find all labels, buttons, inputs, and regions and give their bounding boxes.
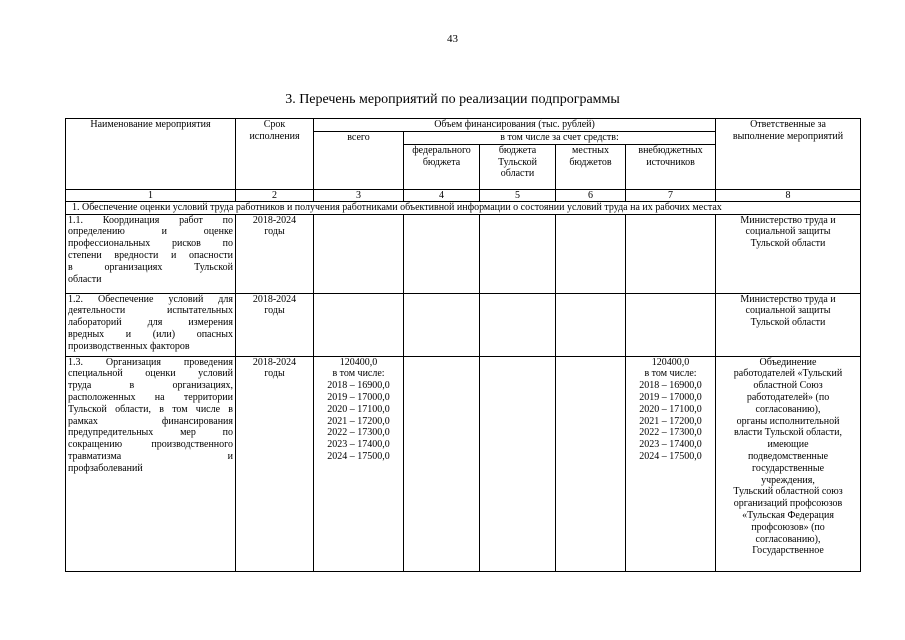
header-regional (480, 144, 556, 189)
funding-total-line: 2019 – 17000,0 (327, 391, 390, 403)
responsible-line: органы исполнительной (736, 415, 840, 427)
measure-term (236, 214, 314, 293)
measure-name (66, 214, 236, 293)
header-regional-line-3: области (500, 168, 535, 180)
responsible (716, 293, 861, 356)
header-term (236, 119, 314, 190)
column-number: 3 (314, 189, 404, 201)
column-number: 6 (556, 189, 626, 201)
funding-offbudget-line: в том числе: (644, 368, 697, 380)
measure-name-line: 1.2. Обеспечение условий для (68, 293, 233, 305)
funding-offbudget-line: 2019 – 17000,0 (639, 391, 702, 403)
measure-term-line: 2018-2024 (252, 214, 297, 226)
measure-name (66, 293, 236, 356)
table-row (66, 293, 861, 356)
measure-name (66, 356, 236, 571)
funding-federal (404, 293, 480, 356)
funding-total-line: 2023 – 17400,0 (327, 439, 390, 451)
table-row (66, 356, 861, 571)
responsible-line: «Тульская Федерация (742, 509, 834, 521)
header-term-text: Срок исполнения (249, 119, 300, 142)
header-federal (404, 144, 480, 189)
measure-name-line: Тульской области, в том числе в (68, 403, 233, 415)
measure-name-line: лабораторий для измерения (68, 317, 233, 329)
header-row-1 (66, 119, 861, 132)
funding-regional (480, 293, 556, 356)
responsible-line: Министерство труда и (740, 214, 836, 226)
header-local-line-1: местных (572, 144, 609, 156)
header-federal-line-2: бюджета (422, 156, 461, 168)
header-name: Наименование мероприятия (66, 119, 236, 190)
responsible (716, 214, 861, 293)
responsible-line: Тульский областной союз (733, 486, 843, 498)
column-number: 7 (626, 189, 716, 201)
measure-term-line: годы (264, 368, 285, 380)
responsible-line: согласованию), (755, 403, 821, 415)
responsible-line: социальной защиты (745, 305, 831, 317)
measure-name-line: сокращению производственного (68, 439, 233, 451)
funding-local (556, 214, 626, 293)
funding-offbudget-line: 2018 – 16900,0 (639, 380, 702, 392)
measure-name-line: профессиональных рисков по (68, 238, 233, 250)
measure-name-line: рамках финансирования (68, 415, 233, 427)
funding-federal (404, 356, 480, 571)
header-including: в том числе за счет средств: (404, 131, 716, 144)
header-responsible (716, 119, 861, 190)
header-total: всего (314, 131, 404, 189)
measure-name-line: расположенных на территории (68, 391, 233, 403)
responsible-line: Тульской области (750, 317, 826, 329)
measure-term-line: годы (264, 305, 285, 317)
measure-name-line: профзаболеваний (68, 462, 143, 474)
funding-offbudget-line: 2021 – 17200,0 (639, 415, 702, 427)
header-regional-line-2: Тульской (498, 156, 537, 168)
responsible-line: Объединение (759, 356, 817, 368)
measure-term (236, 356, 314, 571)
measure-name-line: вредных и (или) опасных (68, 328, 233, 340)
responsible-line: Тульской области (750, 238, 826, 250)
header-responsible-line-1: Ответственные за (750, 119, 826, 130)
funding-total-line: 2020 – 17100,0 (327, 403, 390, 415)
header-local-line-2: бюджетов (569, 156, 612, 168)
responsible-line: социальной защиты (745, 226, 831, 238)
funding-federal (404, 214, 480, 293)
table-row (66, 214, 861, 293)
column-number: 2 (236, 189, 314, 201)
measure-name-line: травматизма и (68, 450, 233, 462)
column-number: 5 (480, 189, 556, 201)
measure-name-line: производственных факторов (68, 340, 190, 352)
measure-term-line: годы (264, 226, 285, 238)
measure-name-line: области (68, 273, 102, 285)
funding-local (556, 293, 626, 356)
funding-offbudget (626, 356, 716, 571)
funding-local (556, 356, 626, 571)
column-numbers-row (66, 189, 861, 201)
responsible-line: государственные (751, 462, 825, 474)
funding-total-line: в том числе: (332, 368, 385, 380)
funding-total-line: 2021 – 17200,0 (327, 415, 390, 427)
responsible-line: работодателей» (по (746, 391, 830, 403)
measure-name-line: 1.1. Координация работ по (68, 214, 233, 226)
header-local (556, 144, 626, 189)
header-responsible-line-2: выполнение мероприятий (732, 130, 844, 142)
measure-name-line: 1.3. Организация проведения (68, 356, 233, 368)
funding-regional (480, 214, 556, 293)
funding-total (314, 293, 404, 356)
section-row (66, 201, 861, 214)
measure-term (236, 293, 314, 356)
funding-offbudget (626, 214, 716, 293)
measure-term-line: 2018-2024 (252, 356, 297, 368)
funding-offbudget-line: 2022 – 17300,0 (639, 427, 702, 439)
funding-total-line: 120400,0 (339, 356, 378, 368)
responsible-line: согласованию), (755, 533, 821, 545)
header-offbudget-line-1: внебюджетных (638, 144, 703, 156)
measure-name-line: деятельности испытательных (68, 305, 233, 317)
responsible-line: учреждения, (761, 474, 815, 486)
measure-name-line: специальной оценки условий (68, 368, 233, 380)
responsible-line: профсоюзов» (по (751, 521, 825, 533)
funding-offbudget-line: 120400,0 (651, 356, 690, 368)
column-number: 4 (404, 189, 480, 201)
funding-offbudget-line: 2020 – 17100,0 (639, 403, 702, 415)
funding-total (314, 356, 404, 571)
funding-total-line: 2022 – 17300,0 (327, 427, 390, 439)
section-title: 3. Перечень мероприятий по реализации подпрограммы (285, 92, 620, 107)
page-number: 43 (447, 33, 458, 45)
funding-offbudget-line: 2024 – 17500,0 (639, 450, 702, 462)
responsible-line: Государственное (752, 545, 824, 557)
funding-regional (480, 356, 556, 571)
header-federal-line-1: федерального (412, 144, 471, 156)
funding-offbudget (626, 293, 716, 356)
responsible-line: Министерство труда и (740, 293, 836, 305)
measure-name-line: труда в организациях, (68, 380, 233, 392)
funding-offbudget-line: 2023 – 17400,0 (639, 439, 702, 451)
measure-name-line: определению и оценке (68, 226, 233, 238)
responsible (716, 356, 861, 571)
header-offbudget-line-2: источников (646, 156, 695, 168)
measure-term-line: 2018-2024 (252, 293, 297, 305)
responsible-line: власти Тульской области, (734, 427, 842, 439)
measure-name-line: предупредительных мер по (68, 427, 233, 439)
header-funding: Объем финансирования (тыс. рублей) (314, 119, 716, 132)
funding-total-line: 2024 – 17500,0 (327, 450, 390, 462)
funding-total-line: 2018 – 16900,0 (327, 380, 390, 392)
responsible-line: имеющие (767, 439, 809, 451)
column-number: 1 (66, 189, 236, 201)
responsible-line: подведомственные (747, 450, 829, 462)
header-offbudget (626, 144, 716, 189)
responsible-line: работодателей «Тульский (733, 368, 843, 380)
section-heading: 1. Обеспечение оценки условий труда работников и получения работниками объективной информации о состоянии условий труда на их рабочих местах (66, 201, 861, 214)
measure-name-line: степени вредности и опасности (68, 249, 233, 261)
funding-total (314, 214, 404, 293)
responsible-line: организаций профсоюзов (733, 498, 843, 510)
responsible-line: областной Союз (753, 380, 823, 392)
column-number: 8 (716, 189, 861, 201)
measure-name-line: в организациях Тульской (68, 261, 233, 273)
measures-table (65, 118, 861, 572)
header-regional-line-1: бюджета (498, 144, 537, 156)
